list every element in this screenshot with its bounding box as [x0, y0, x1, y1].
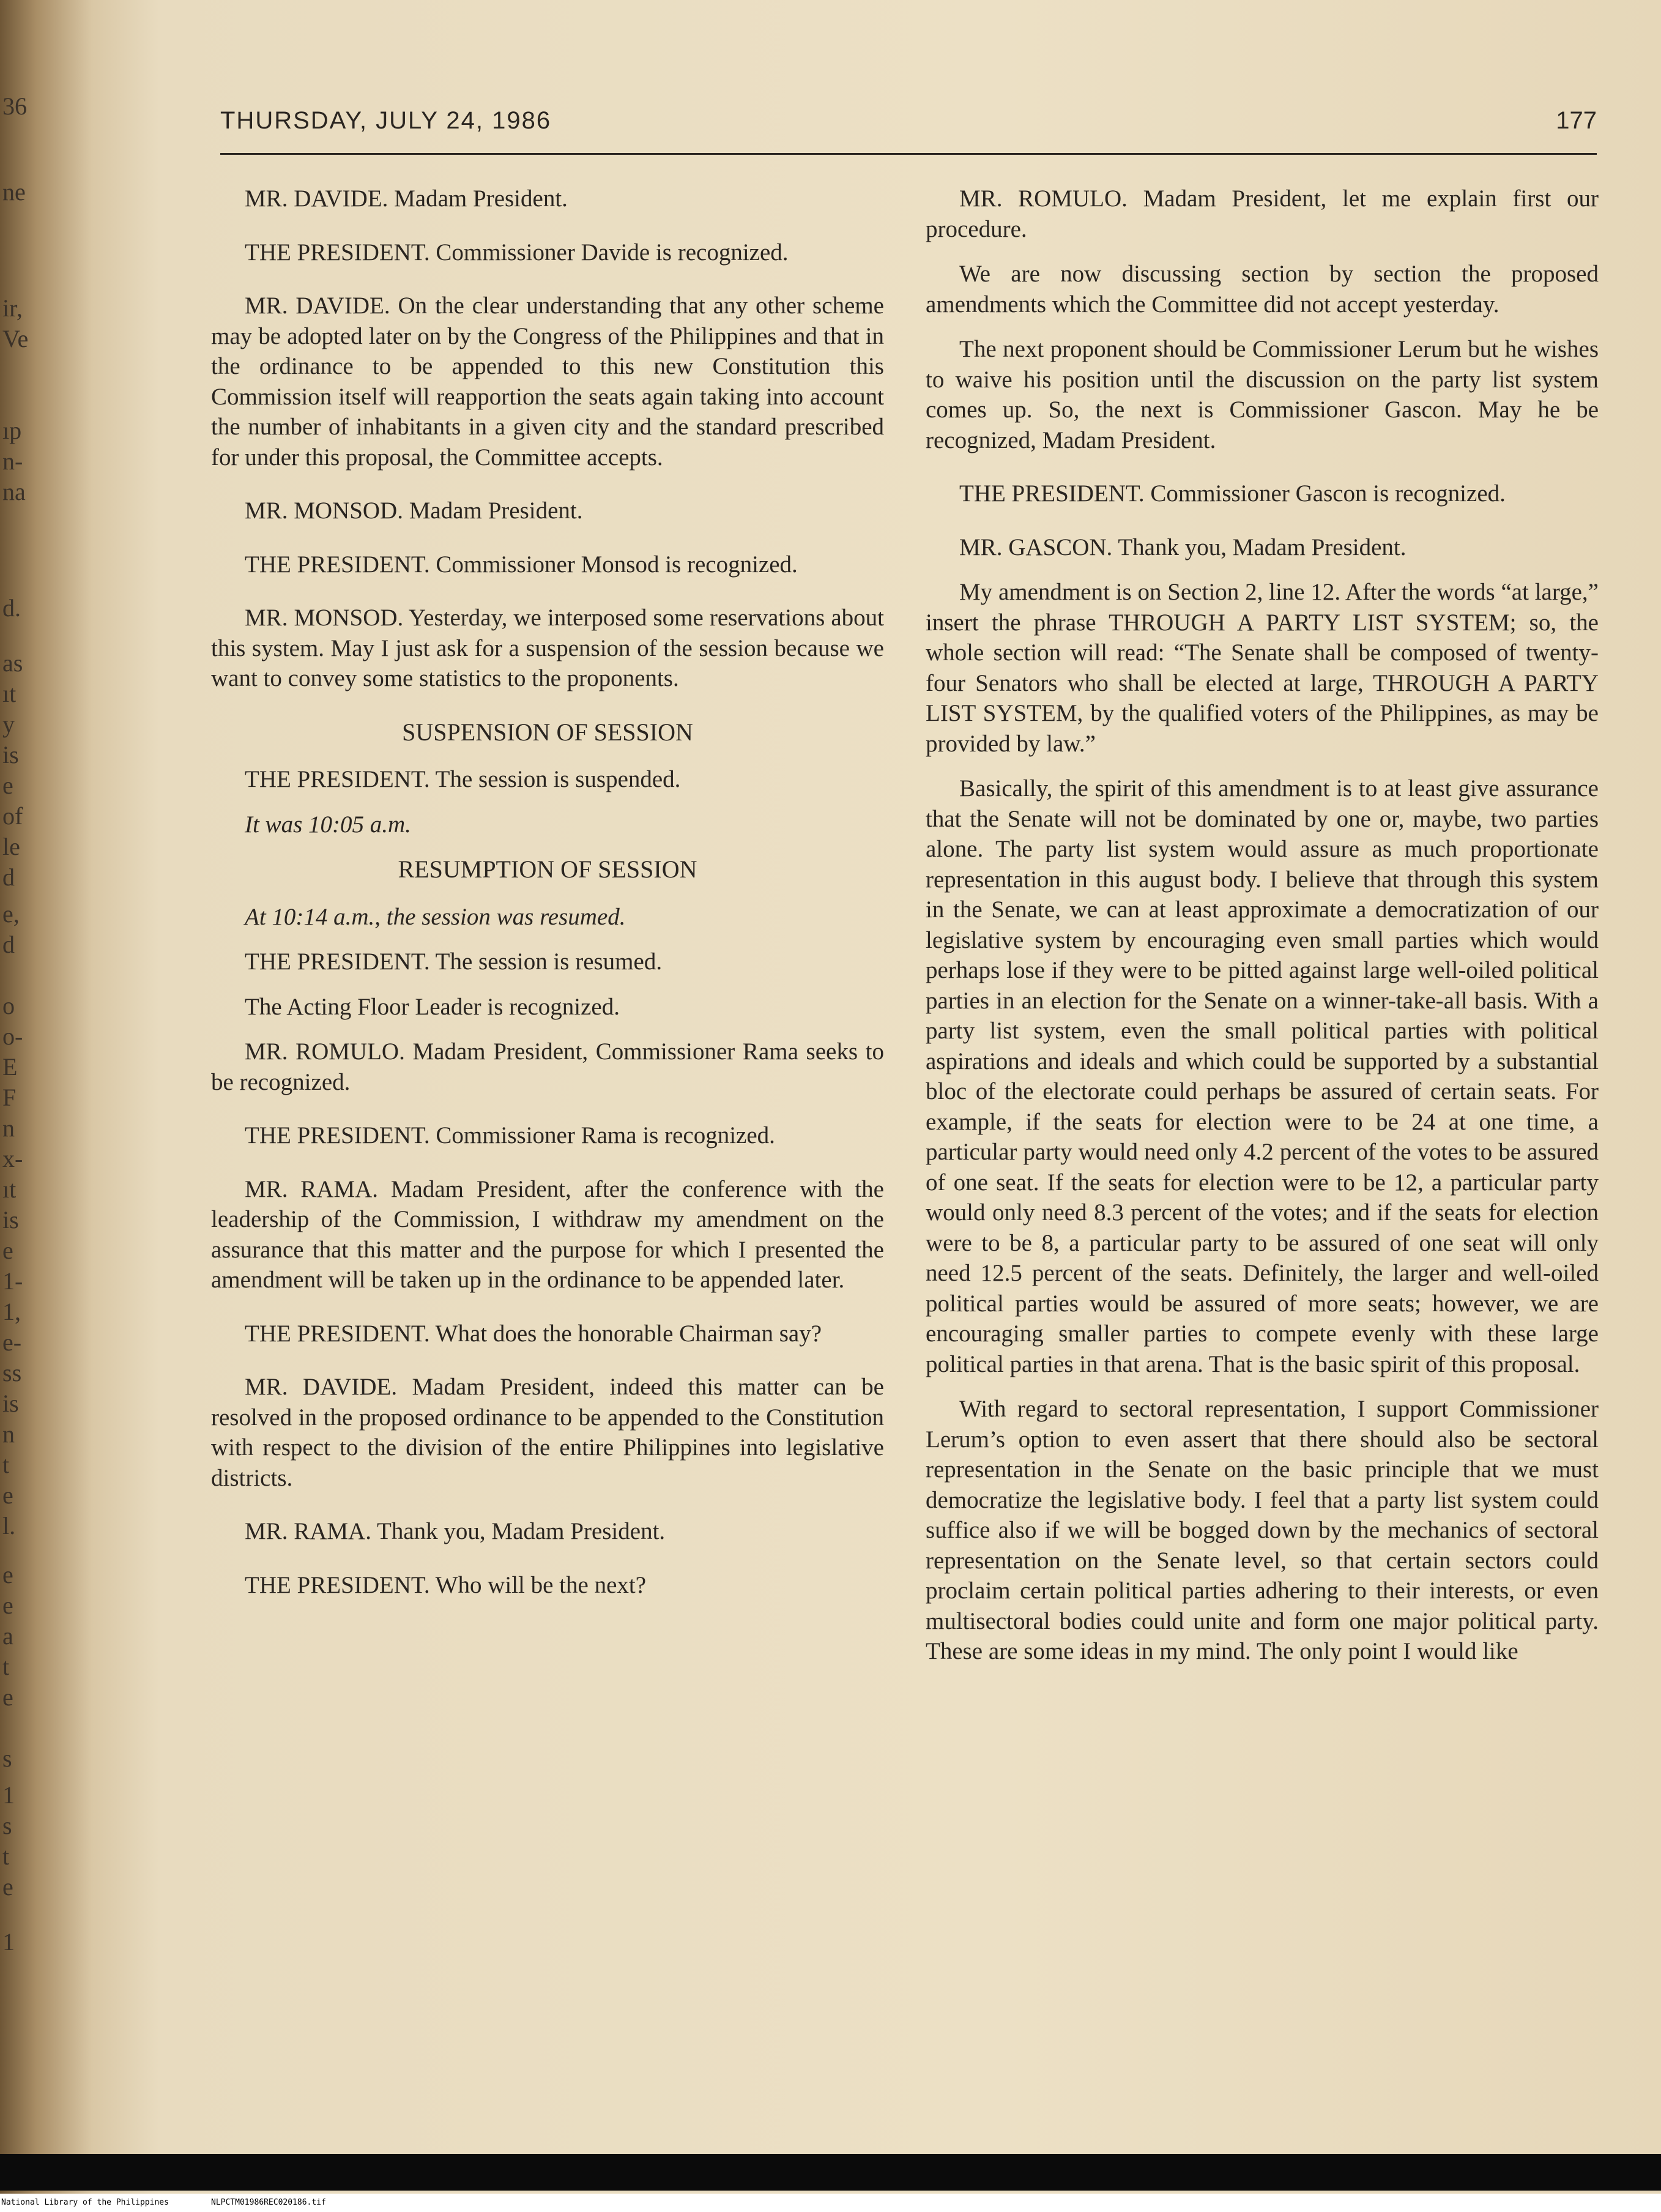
- margin-fragment: ıp: [2, 417, 22, 444]
- transcript-paragraph: MR. RAMA. Madam President, after the conference with the leadership of the Commission, I withdraw my amendment on the assurance that this matter and the purpose for which I presented the amendment will be taken up in the ordinance to be appended later.: [211, 1175, 884, 1293]
- margin-fragment: d: [2, 931, 15, 958]
- margin-fragment: ıt: [2, 1175, 17, 1203]
- scan-footer: [0, 2194, 1661, 2212]
- footer-filename: NLPCTM01986REC020186.tif: [211, 2198, 326, 2207]
- margin-fragment: ir,: [2, 294, 23, 322]
- margin-fragment: of: [2, 802, 23, 830]
- transcript-paragraph: MR. DAVIDE. Madam President, indeed this matter can be resolved in the proposed ordinance to be appended to the Constitution with respect to the division of the entire Philippines into legislative districts.: [211, 1374, 884, 1491]
- margin-fragment: t: [2, 1451, 10, 1478]
- margin-fragment: ne: [2, 178, 26, 206]
- margin-fragment: n: [2, 1420, 15, 1448]
- running-head: [220, 107, 1597, 144]
- margin-fragment: is: [2, 1206, 19, 1234]
- page-number: 177: [1556, 107, 1597, 134]
- margin-fragment: e: [2, 1237, 13, 1264]
- margin-fragment: e: [2, 1873, 13, 1901]
- margin-fragment: E: [2, 1053, 18, 1081]
- transcript-paragraph: MR. ROMULO. Madam President, Commissioner Rama seeks to be recognized.: [211, 1038, 884, 1095]
- transcript-paragraph: THE PRESIDENT. Commissioner Davide is recognized.: [245, 239, 789, 266]
- transcript-paragraph: THE PRESIDENT. What does the honorable Chairman say?: [245, 1320, 822, 1347]
- section-heading: RESUMPTION OF SESSION: [398, 855, 697, 883]
- running-head-date: THURSDAY, JULY 24, 1986: [220, 107, 552, 134]
- transcript-paragraph: MR. MONSOD. Madam President.: [245, 497, 583, 524]
- transcript-paragraph: With regard to sectoral representation, I support Commissioner Lerum’s option to even assert that there should also be sectoral representation in the Senate on the basic principle that we must democratize the legislative body. I feel that a party list system could suffice also if we will be bogged down by the mechanics of sectoral representation on the Senate level, so that certain sectors could proclaim certain political parties adhering to their interests, or even multisectoral bodies could unite and form one major political party. These are some ideas in my mind. The only point I would like: [926, 1396, 1599, 1664]
- margin-fragment: e: [2, 772, 13, 799]
- section-heading: SUSPENSION OF SESSION: [402, 718, 693, 746]
- margin-fragment: e: [2, 1481, 13, 1509]
- margin-fragment: e: [2, 1592, 13, 1619]
- margin-fragment: n-: [2, 447, 23, 475]
- margin-fragment: s: [2, 1745, 12, 1772]
- margin-fragment: e-: [2, 1328, 22, 1356]
- left-column: [211, 184, 884, 1623]
- margin-fragment: na: [2, 478, 26, 505]
- margin-fragment: o-: [2, 1022, 23, 1050]
- margin-fragment: 36: [2, 92, 27, 120]
- margin-fragment: l.: [2, 1512, 16, 1540]
- margin-fragment: o: [2, 992, 15, 1019]
- margin-fragment: ss: [2, 1359, 22, 1387]
- margin-fragment: 1: [2, 1781, 15, 1809]
- margin-fragment: t: [2, 1653, 10, 1680]
- margin-fragment: n: [2, 1114, 15, 1142]
- transcript-paragraph: THE PRESIDENT. Commissioner Rama is recognized.: [245, 1122, 775, 1149]
- transcript-paragraph: THE PRESIDENT. The session is resumed.: [245, 948, 663, 975]
- transcript-paragraph: At 10:14 a.m., the session was resumed.: [245, 903, 626, 930]
- margin-fragment: e: [2, 1561, 13, 1588]
- margin-fragment: is: [2, 741, 19, 769]
- transcript-paragraph: The next proponent should be Commissioner Lerum but he wishes to waive his position until the discussion on the party list system comes up. So, the next is Commissioner Gascon. May he be recognized, Madam President.: [926, 336, 1599, 453]
- header-rule: [220, 153, 1597, 155]
- transcript-paragraph: MR. ROMULO. Madam President, let me explain first our procedure.: [926, 185, 1599, 242]
- transcript-paragraph: MR. MONSOD. Yesterday, we interposed some reservations about this system. May I just ask for a suspension of the session because we want to convey some statistics to the proponents.: [211, 605, 884, 691]
- margin-fragment: x-: [2, 1145, 23, 1172]
- margin-fragment: 1: [2, 1928, 15, 1956]
- margin-fragment: e: [2, 1683, 13, 1711]
- margin-fragment: ıt: [2, 680, 17, 707]
- transcript-paragraph: THE PRESIDENT. Who will be the next?: [245, 1571, 647, 1598]
- margin-fragment: 1,: [2, 1298, 21, 1325]
- transcript-paragraph: We are now discussing section by section the proposed amendments which the Committee did not accept yesterday.: [926, 261, 1599, 318]
- margin-fragment: Ve: [2, 325, 29, 352]
- transcript-paragraph: MR. RAMA. Thank you, Madam President.: [245, 1518, 666, 1544]
- margin-fragment: s: [2, 1812, 12, 1839]
- margin-fragment: d.: [2, 594, 21, 622]
- margin-fragment: is: [2, 1390, 19, 1417]
- scan-bottom-edge: [0, 2154, 1661, 2191]
- transcript-paragraph: Basically, the spirit of this amendment is to at least give assurance that the Senate will not be dominated by one or, maybe, two parties alone. The party list system would assure as much proportionate representation in this august body. I believe that through this system in the Senate, we can at least approximate a democratization of our legislative system by encouraging even small parties which would perhaps lose if they were to be pitted against large well-oiled political parties in an election for the Senate on a winner-take-all basis. With a party list system, even the small political parties with political aspirations and ideals and which could be supported by a substantial bloc of the electorate could perhaps be assured of certain seats. For example, if the seats for election were to be 24 at one time, a particular party would need only 4.2 percent of the votes to be assured of one seat. If the seats for election were to be 12, a particular party would only need 8.3 percent of the votes; and if the seats for election were to be 8, a particular party to be assured of one seat will only need 12.5 percent of the seats. Definitely, the larger and well-oiled political parties would be assured of more seats; however, we are encouraging smaller parties to compete evenly with these large political parties in that arena. That is the basic spirit of this proposal.: [926, 775, 1599, 1377]
- transcript-paragraph: It was 10:05 a.m.: [245, 811, 411, 838]
- margin-fragment: e,: [2, 900, 20, 928]
- transcript-paragraph: THE PRESIDENT. Commissioner Gascon is recognized.: [959, 480, 1506, 507]
- margin-fragment: y: [2, 710, 15, 738]
- margin-fragment: 1-: [2, 1267, 23, 1295]
- margin-fragment: t: [2, 1842, 10, 1870]
- right-column: [926, 184, 1599, 1690]
- transcript-paragraph: THE PRESIDENT. Commissioner Monsod is recognized.: [245, 551, 798, 578]
- margin-fragment: le: [2, 833, 20, 860]
- transcript-paragraph: My amendment is on Section 2, line 12. After the words “at large,” insert the phrase THROUGH A PARTY LIST SYSTEM; so, the whole section will read: “The Senate shall be composed of twenty-four Senators who shall be elected at large, THROUGH A PARTY LIST SYSTEM, by the qualified voters of the Philippines, as may be provided by law.”: [926, 579, 1599, 757]
- footer-library: National Library of the Philippines: [1, 2198, 169, 2207]
- transcript-paragraph: MR. GASCON. Thank you, Madam President.: [959, 534, 1406, 560]
- transcript-paragraph: The Acting Floor Leader is recognized.: [245, 993, 620, 1020]
- margin-fragment: as: [2, 649, 23, 677]
- margin-fragment: a: [2, 1622, 13, 1650]
- transcript-paragraph: MR. DAVIDE. On the clear understanding that any other scheme may be adopted later on by the Congress of the Philippines and that in the ordinance to be appended to this new Constitution this Commission itself will reapportion the seats again taking into account the number of inhabitants in a given city and the standard prescribed for under this proposal, the Committee accepts.: [211, 292, 884, 471]
- margin-fragment: F: [2, 1084, 17, 1111]
- margin-fragment: d: [2, 863, 15, 891]
- transcript-paragraph: THE PRESIDENT. The session is suspended.: [245, 766, 681, 792]
- transcript-paragraph: MR. DAVIDE. Madam President.: [245, 185, 568, 212]
